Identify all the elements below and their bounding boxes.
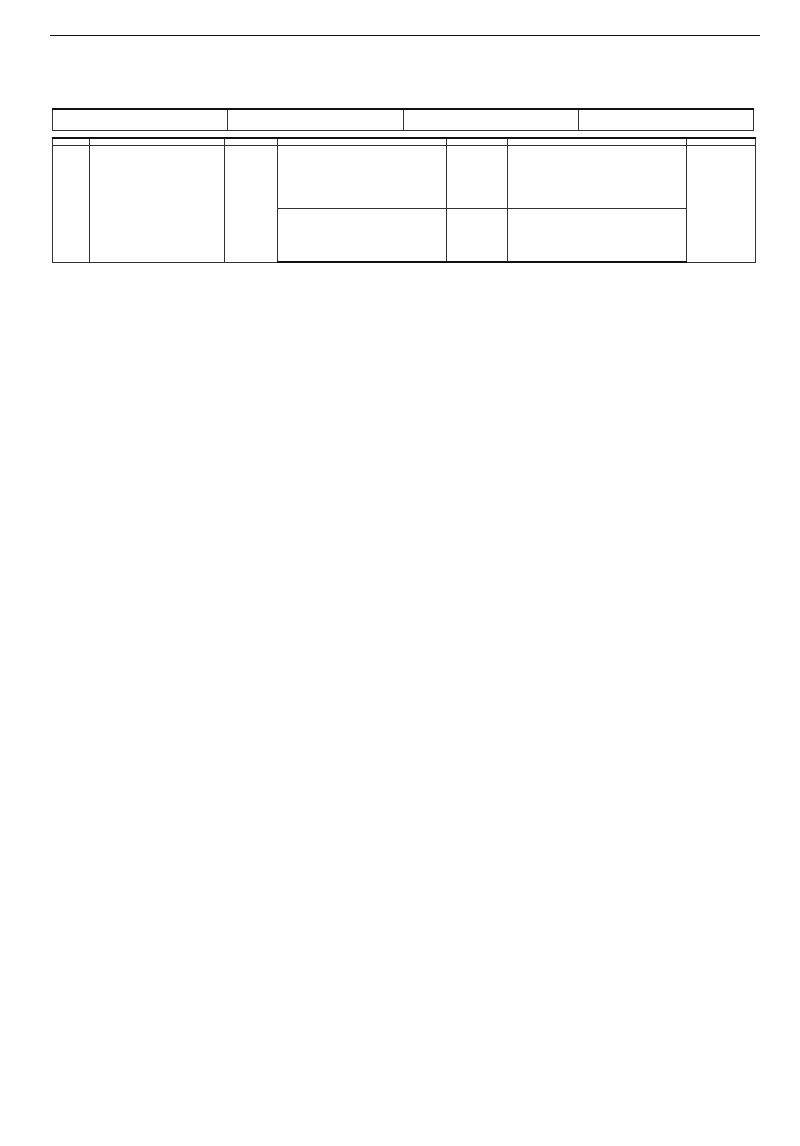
- table-3-topcoat-1: [508, 146, 687, 209]
- table-3-header-part: [90, 138, 225, 146]
- table-3-header-topcoat: [508, 138, 687, 146]
- table-3-row-1: [53, 146, 756, 209]
- table-2: [52, 108, 754, 131]
- table-3-category: [53, 146, 90, 263]
- table-3: [52, 137, 756, 263]
- table-3-header-putty: [447, 138, 508, 146]
- table-2-header-row: [53, 109, 754, 131]
- table-3-header-scope: [687, 138, 756, 146]
- table-3-putty-2: [447, 209, 508, 263]
- header-rule: [50, 35, 760, 36]
- table-2-header-putty: [403, 109, 578, 131]
- clause-3-4-1: [50, 72, 758, 94]
- table-2-header-primer: [228, 109, 403, 131]
- table-3-pretreat: [225, 146, 278, 263]
- table-3-header-row: [53, 138, 756, 146]
- table-3-primer-1: [278, 146, 447, 209]
- table-3-putty-1: [447, 146, 508, 209]
- table-2-header-property: [53, 109, 228, 131]
- section-heading-3-4: [50, 50, 758, 72]
- table-3-part: [90, 146, 225, 263]
- table-3-scope: [687, 146, 756, 263]
- table-3-header-primer: [278, 138, 447, 146]
- document-content: [0, 50, 800, 263]
- table-3-header-pretreat: [225, 138, 278, 146]
- table-3-primer-2: [278, 209, 447, 263]
- table-3-topcoat-2: [508, 209, 687, 263]
- table-2-header-topcoat: [578, 109, 753, 131]
- table-3-header-category: [53, 138, 90, 146]
